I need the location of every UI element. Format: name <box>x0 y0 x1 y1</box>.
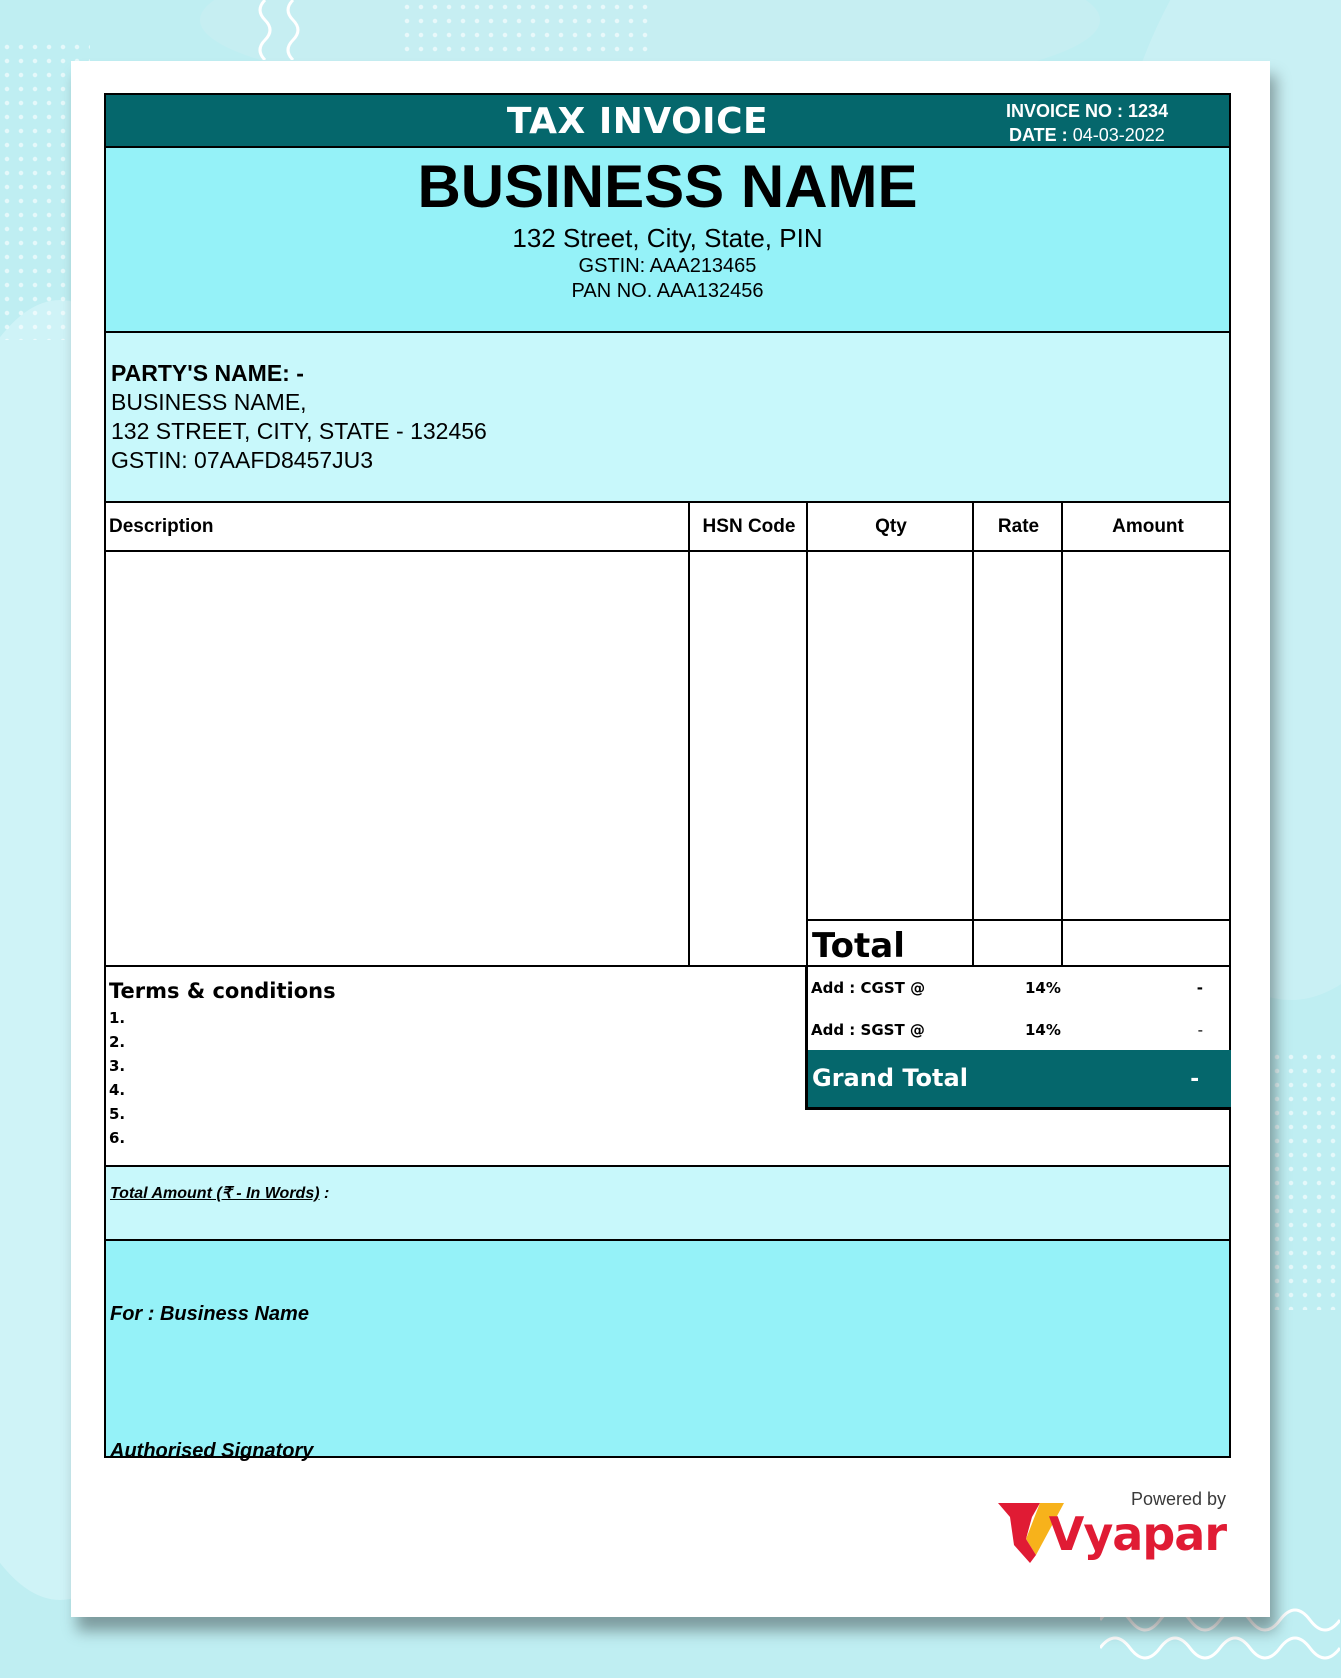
grand-total-value: - <box>1190 1062 1199 1092</box>
terms-item: 6. <box>109 1129 126 1147</box>
invoice-no-label: INVOICE NO : <box>1006 101 1124 121</box>
sgst-rate: 14% <box>1025 1021 1061 1039</box>
terms-item: 5. <box>109 1105 126 1123</box>
amount-in-words <box>106 1167 1229 1241</box>
terms-title: Terms & conditions <box>109 979 336 1003</box>
total-label: Total <box>812 926 905 966</box>
sgst-row <box>808 1009 1231 1049</box>
cgst-label: Add : CGST @ <box>811 979 926 997</box>
wave-decoration <box>245 0 325 60</box>
party-label: PARTY'S NAME: - <box>111 360 304 386</box>
col-hsn-header: HSN Code <box>702 516 796 537</box>
col-divider-hsn <box>688 503 690 965</box>
invoice-meta <box>1006 99 1168 147</box>
grand-total-label: Grand Total <box>812 1064 968 1092</box>
for-business-label: For : Business Name <box>110 1303 309 1325</box>
vyapar-branding <box>996 1489 1226 1579</box>
party-section <box>106 333 1229 503</box>
party-gstin: GSTIN: 07AAFD8457JU3 <box>111 447 374 473</box>
invoice-paper <box>71 61 1270 1617</box>
date-value: 04-03-2022 <box>1072 125 1165 145</box>
business-name: BUSINESS NAME <box>417 153 918 220</box>
invoice-frame <box>104 93 1231 1462</box>
col-divider-qty <box>806 503 808 965</box>
powered-by-text: Powered by <box>1130 1489 1226 1509</box>
invoice-header <box>106 95 1229 148</box>
amount-words-label <box>110 1183 329 1203</box>
terms-item: 3. <box>109 1057 126 1075</box>
col-amount-header: Amount <box>1112 516 1184 537</box>
business-pan: PAN NO. AAA132456 <box>571 280 764 302</box>
col-qty-header: Qty <box>875 516 907 537</box>
col-rate-header: Rate <box>997 516 1040 537</box>
terms-item: 2. <box>109 1033 126 1051</box>
signature-section <box>106 1241 1229 1462</box>
amount-words-colon: : <box>319 1185 330 1202</box>
business-gstin: GSTIN: AAA213465 <box>578 255 757 277</box>
terms-item: 4. <box>109 1081 126 1099</box>
total-divider <box>806 919 1229 921</box>
items-table <box>106 503 1229 967</box>
invoice-title: TAX INVOICE <box>506 101 769 142</box>
business-section <box>106 148 1229 333</box>
cgst-amount: - <box>1196 979 1203 997</box>
authorised-signatory-label: Authorised Signatory <box>110 1440 314 1462</box>
tax-summary <box>805 967 1231 1110</box>
col-divider-amount <box>1061 503 1063 965</box>
sgst-label: Add : SGST @ <box>811 1021 925 1039</box>
party-address: 132 STREET, CITY, STATE - 132456 <box>111 418 487 444</box>
cgst-rate: 14% <box>1025 979 1061 997</box>
grand-total-row <box>808 1050 1231 1107</box>
cgst-row <box>808 967 1231 1007</box>
party-name: BUSINESS NAME, <box>111 389 307 415</box>
amount-words-label-text: Total Amount (₹ - In Words) <box>110 1185 320 1202</box>
col-divider-rate <box>972 503 974 965</box>
invoice-no-value: 1234 <box>1128 101 1169 121</box>
col-description-header: Description <box>109 516 214 537</box>
terms-section <box>106 967 1229 1167</box>
terms-item: 1. <box>109 1009 126 1027</box>
vyapar-wordmark: Vyapar <box>1048 1507 1226 1561</box>
business-address: 132 Street, City, State, PIN <box>512 223 823 253</box>
sgst-amount: - <box>1197 1021 1203 1039</box>
date-label: DATE : <box>1009 125 1068 145</box>
